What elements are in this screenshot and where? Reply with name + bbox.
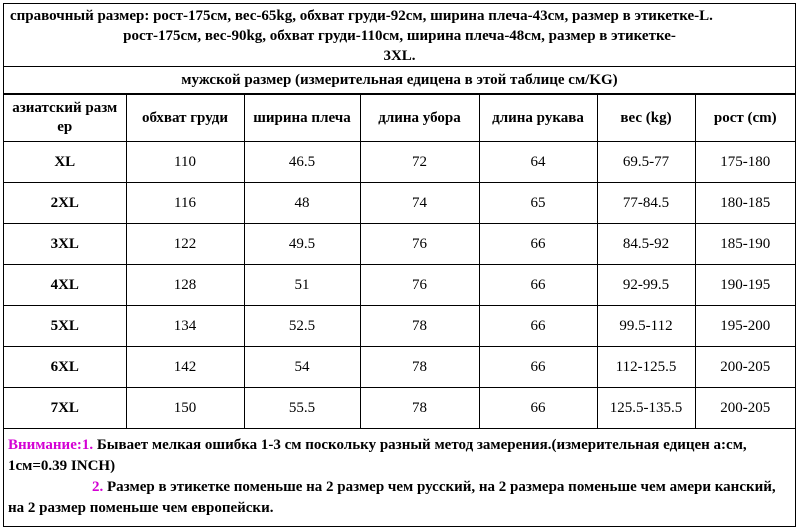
header-height: рост (cm) [695,95,795,142]
cell-chest: 122 [126,224,244,265]
header-asian-size: азиатский разм ер [4,95,126,142]
cell-height: 200-205 [695,347,795,388]
table-caption: мужской размер (измерительная едицена в этой таблице см/KG) [4,67,795,94]
cell-weight: 69.5-77 [597,142,695,183]
table-row [4,224,795,265]
cell-chest: 142 [126,347,244,388]
cell-sleeve: 66 [479,388,597,429]
table-header-row [4,95,795,142]
note-2 [8,477,791,519]
cell-sleeve: 66 [479,306,597,347]
cell-sleeve: 64 [479,142,597,183]
note-1-text: Бывает мелкая ошибка 1-3 см поскольку разный метод замерения.(измерительная едицен а:см, 1см=0.39 INCH) [8,437,747,474]
cell-size: 4XL [4,265,126,306]
header-chest: обхват груди [126,95,244,142]
cell-size: 6XL [4,347,126,388]
table-row [4,306,795,347]
note-1-number: 1. [81,437,94,453]
reference-size-block [4,4,795,67]
cell-height: 185-190 [695,224,795,265]
cell-shoulder: 54 [244,347,360,388]
header-sleeve: длина рукава [479,95,597,142]
cell-weight: 112-125.5 [597,347,695,388]
size-chart [3,3,796,527]
cell-weight: 77-84.5 [597,183,695,224]
cell-length: 76 [360,265,479,306]
cell-height: 175-180 [695,142,795,183]
reference-line-1: справочный размер: рост-175см, вес-65kg, обхват груди-92см, ширина плеча-43см, размер в этикетке-L. [10,8,713,24]
reference-line-2: рост-175см, вес-90kg, обхват груди-110см, ширина плеча-48см, размер в этикетке- [123,28,676,44]
header-shoulder: ширина плеча [244,95,360,142]
cell-size: 5XL [4,306,126,347]
cell-length: 78 [360,347,479,388]
cell-shoulder: 49.5 [244,224,360,265]
note-2-text: Размер в этикетке поменьше на 2 размер чем русский, на 2 размера поменьше чем амери канский, на 2 размер поменьше чем европейски. [8,479,776,516]
size-table [4,94,795,429]
notes-block [4,423,795,526]
cell-size: 3XL [4,224,126,265]
cell-weight: 99.5-112 [597,306,695,347]
table-row [4,142,795,183]
cell-weight: 125.5-135.5 [597,388,695,429]
cell-sleeve: 66 [479,224,597,265]
note-1 [8,435,791,477]
notes-label: Внимание: [8,437,82,453]
cell-chest: 110 [126,142,244,183]
reference-line-3: 3XL. [383,48,416,64]
cell-height: 180-185 [695,183,795,224]
cell-shoulder: 46.5 [244,142,360,183]
cell-height: 200-205 [695,388,795,429]
cell-sleeve: 66 [479,347,597,388]
cell-weight: 92-99.5 [597,265,695,306]
cell-length: 74 [360,183,479,224]
cell-shoulder: 52.5 [244,306,360,347]
header-length: длина убора [360,95,479,142]
cell-chest: 116 [126,183,244,224]
cell-size: 2XL [4,183,126,224]
note-2-number: 2. [92,479,104,495]
header-weight: вес (kg) [597,95,695,142]
cell-height: 195-200 [695,306,795,347]
cell-chest: 134 [126,306,244,347]
cell-length: 76 [360,224,479,265]
cell-weight: 84.5-92 [597,224,695,265]
cell-chest: 150 [126,388,244,429]
cell-shoulder: 51 [244,265,360,306]
cell-length: 78 [360,388,479,429]
cell-shoulder: 48 [244,183,360,224]
cell-chest: 128 [126,265,244,306]
table-row [4,183,795,224]
cell-size: 7XL [4,388,126,429]
cell-shoulder: 55.5 [244,388,360,429]
cell-length: 72 [360,142,479,183]
table-row [4,347,795,388]
cell-sleeve: 65 [479,183,597,224]
table-row [4,265,795,306]
cell-size: XL [4,142,126,183]
cell-height: 190-195 [695,265,795,306]
cell-sleeve: 66 [479,265,597,306]
cell-length: 78 [360,306,479,347]
